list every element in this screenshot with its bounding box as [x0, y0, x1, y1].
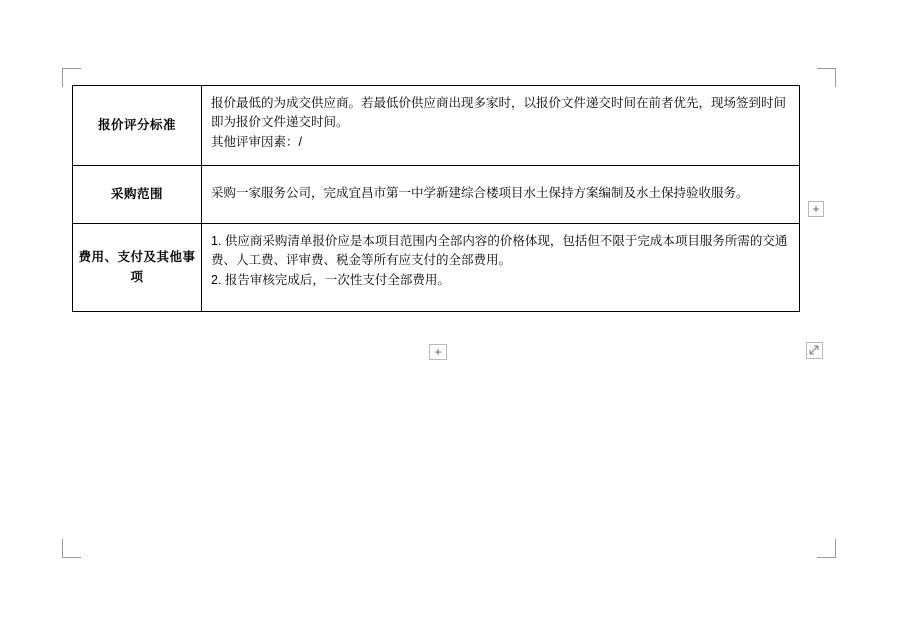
add-column-button[interactable]: + [808, 201, 824, 217]
row-label-scoring-criteria: 报价评分标准 [73, 86, 202, 166]
paragraph-line: 报价最低的为成交供应商。若最低价供应商出现多家时，以报价文件递交时间在前者优先，现场签到时间即为报价文件递交时间。 [211, 96, 787, 130]
paragraph-line: 采购一家服务公司，完成宜昌市第一中学新建综合楼项目水土保持方案编制及水土保持验收服务。 [211, 186, 749, 201]
table-row [73, 224, 800, 312]
add-row-button[interactable]: + [429, 344, 447, 360]
table-row [73, 166, 800, 224]
paragraph-line: 其他评审因素：/ [211, 134, 302, 149]
row-label-fees-payment: 费用、支付及其他事项 [73, 224, 202, 312]
row-content-procurement-scope[interactable] [202, 166, 800, 224]
table-row [73, 86, 800, 166]
crop-mark-bottom-left [62, 539, 81, 558]
crop-mark-top-right [817, 68, 836, 87]
row-content-scoring-criteria[interactable] [202, 86, 800, 166]
paragraph-line: 1. 供应商采购清单报价应是本项目范围内全部内容的价格体现，包括但不限于完成本项目服务所需的交通费、人工费、评审费、税金等所有应支付的全部费用。 [211, 234, 788, 268]
row-label-procurement-scope: 采购范围 [73, 166, 202, 224]
document-table [72, 85, 800, 312]
paragraph-line: 2. 报告审核完成后，一次性支付全部费用。 [211, 272, 450, 287]
table-resize-handle[interactable] [806, 342, 823, 359]
crop-mark-bottom-right [817, 539, 836, 558]
row-content-fees-payment[interactable] [202, 224, 800, 312]
